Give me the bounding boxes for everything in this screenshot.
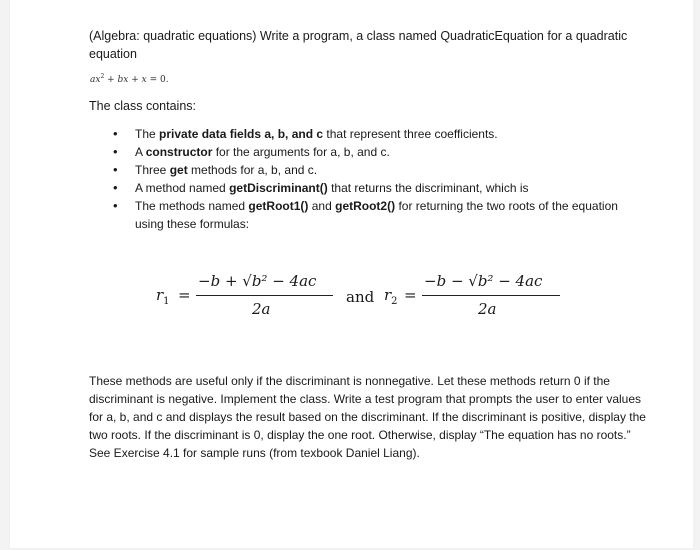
bullet-text: A method named [135, 181, 230, 195]
bullet-bold: constructor [145, 145, 213, 159]
list-item [105, 197, 645, 233]
r2-denominator: 2a [478, 300, 497, 318]
bullet-text: The methods named [135, 199, 249, 213]
bullet-icon: • [113, 198, 118, 213]
list-item [105, 179, 645, 197]
quadratic-equation [90, 73, 169, 85]
r1-equals: = [178, 286, 191, 304]
r1-numerator: −b + √b² − 4ac [198, 272, 317, 290]
instructions-paragraph: These methods are useful only if the discriminant is nonnegative. Let these methods return 0 if the discriminant is negative. Implement the class. Write a test program that prompts the user to enter values for a, b, and c and displays the result based on the discriminant. If the discriminant is positive, display the two roots. If the discriminant is 0, display the one root. Otherwise, display “The equation has no roots.” See Exercise 4.1 for sample runs (from texbook Daniel Liang). [89, 374, 646, 460]
list-item [105, 125, 645, 143]
bullet-text: methods for a, b, and c. [187, 163, 318, 177]
list-item [105, 143, 645, 161]
eq-equals-zero: = 0. [146, 75, 169, 85]
bullet-text: A [135, 145, 146, 159]
r2-numerator: −b − √b² − 4ac [424, 272, 543, 290]
bullet-text: for returning the two roots of the equation using these formulas: [135, 199, 618, 231]
bullet-text: Three [135, 163, 170, 177]
bullet-icon: • [113, 180, 118, 195]
eq-plus-2: + [128, 75, 142, 85]
r2-fraction-bar [422, 295, 560, 296]
bullet-icon: • [113, 126, 118, 141]
eq-exponent: 2 [100, 73, 105, 80]
r1-subscript: 1 [163, 296, 170, 307]
roots-formula [156, 268, 576, 328]
bullet-text: The [135, 127, 160, 141]
r2-label [384, 286, 398, 307]
eq-term-x: x [141, 75, 147, 85]
bullet-icon: • [113, 144, 118, 159]
list-item [105, 161, 645, 179]
bullet-bold: getRoot1() [248, 199, 309, 213]
r1-label [156, 286, 170, 307]
document-page [10, 0, 693, 548]
bullet-icon: • [113, 162, 118, 177]
bullet-text: for the arguments for a, b, and c. [212, 145, 390, 159]
r1-symbol: r [156, 286, 164, 304]
r2-equals: = [404, 286, 417, 304]
eq-term-a: ax [90, 75, 101, 85]
r1-fraction-bar [196, 295, 333, 296]
eq-plus-1: + [104, 75, 118, 85]
r1-denominator: 2a [252, 300, 271, 318]
bullet-text: that represent three coefficients. [323, 127, 498, 141]
bullet-text: that returns the discriminant, which is [327, 181, 529, 195]
bullet-text: and [308, 199, 336, 213]
r2-symbol: r [384, 286, 392, 304]
bullet-bold: getRoot2() [335, 199, 396, 213]
eq-term-b: bx [117, 75, 129, 85]
bullet-bold: private data fields a, b, and c [159, 127, 324, 141]
and-word: and [346, 288, 375, 306]
r2-subscript: 2 [391, 296, 398, 307]
bullet-list [105, 125, 645, 233]
bullet-bold: get [169, 163, 188, 177]
class-contains-heading: The class contains: [89, 99, 196, 113]
bullet-bold: getDiscriminant() [229, 181, 328, 195]
intro-text: (Algebra: quadratic equations) Write a program, a class named QuadraticEquation for a quadratic equation [89, 29, 628, 61]
